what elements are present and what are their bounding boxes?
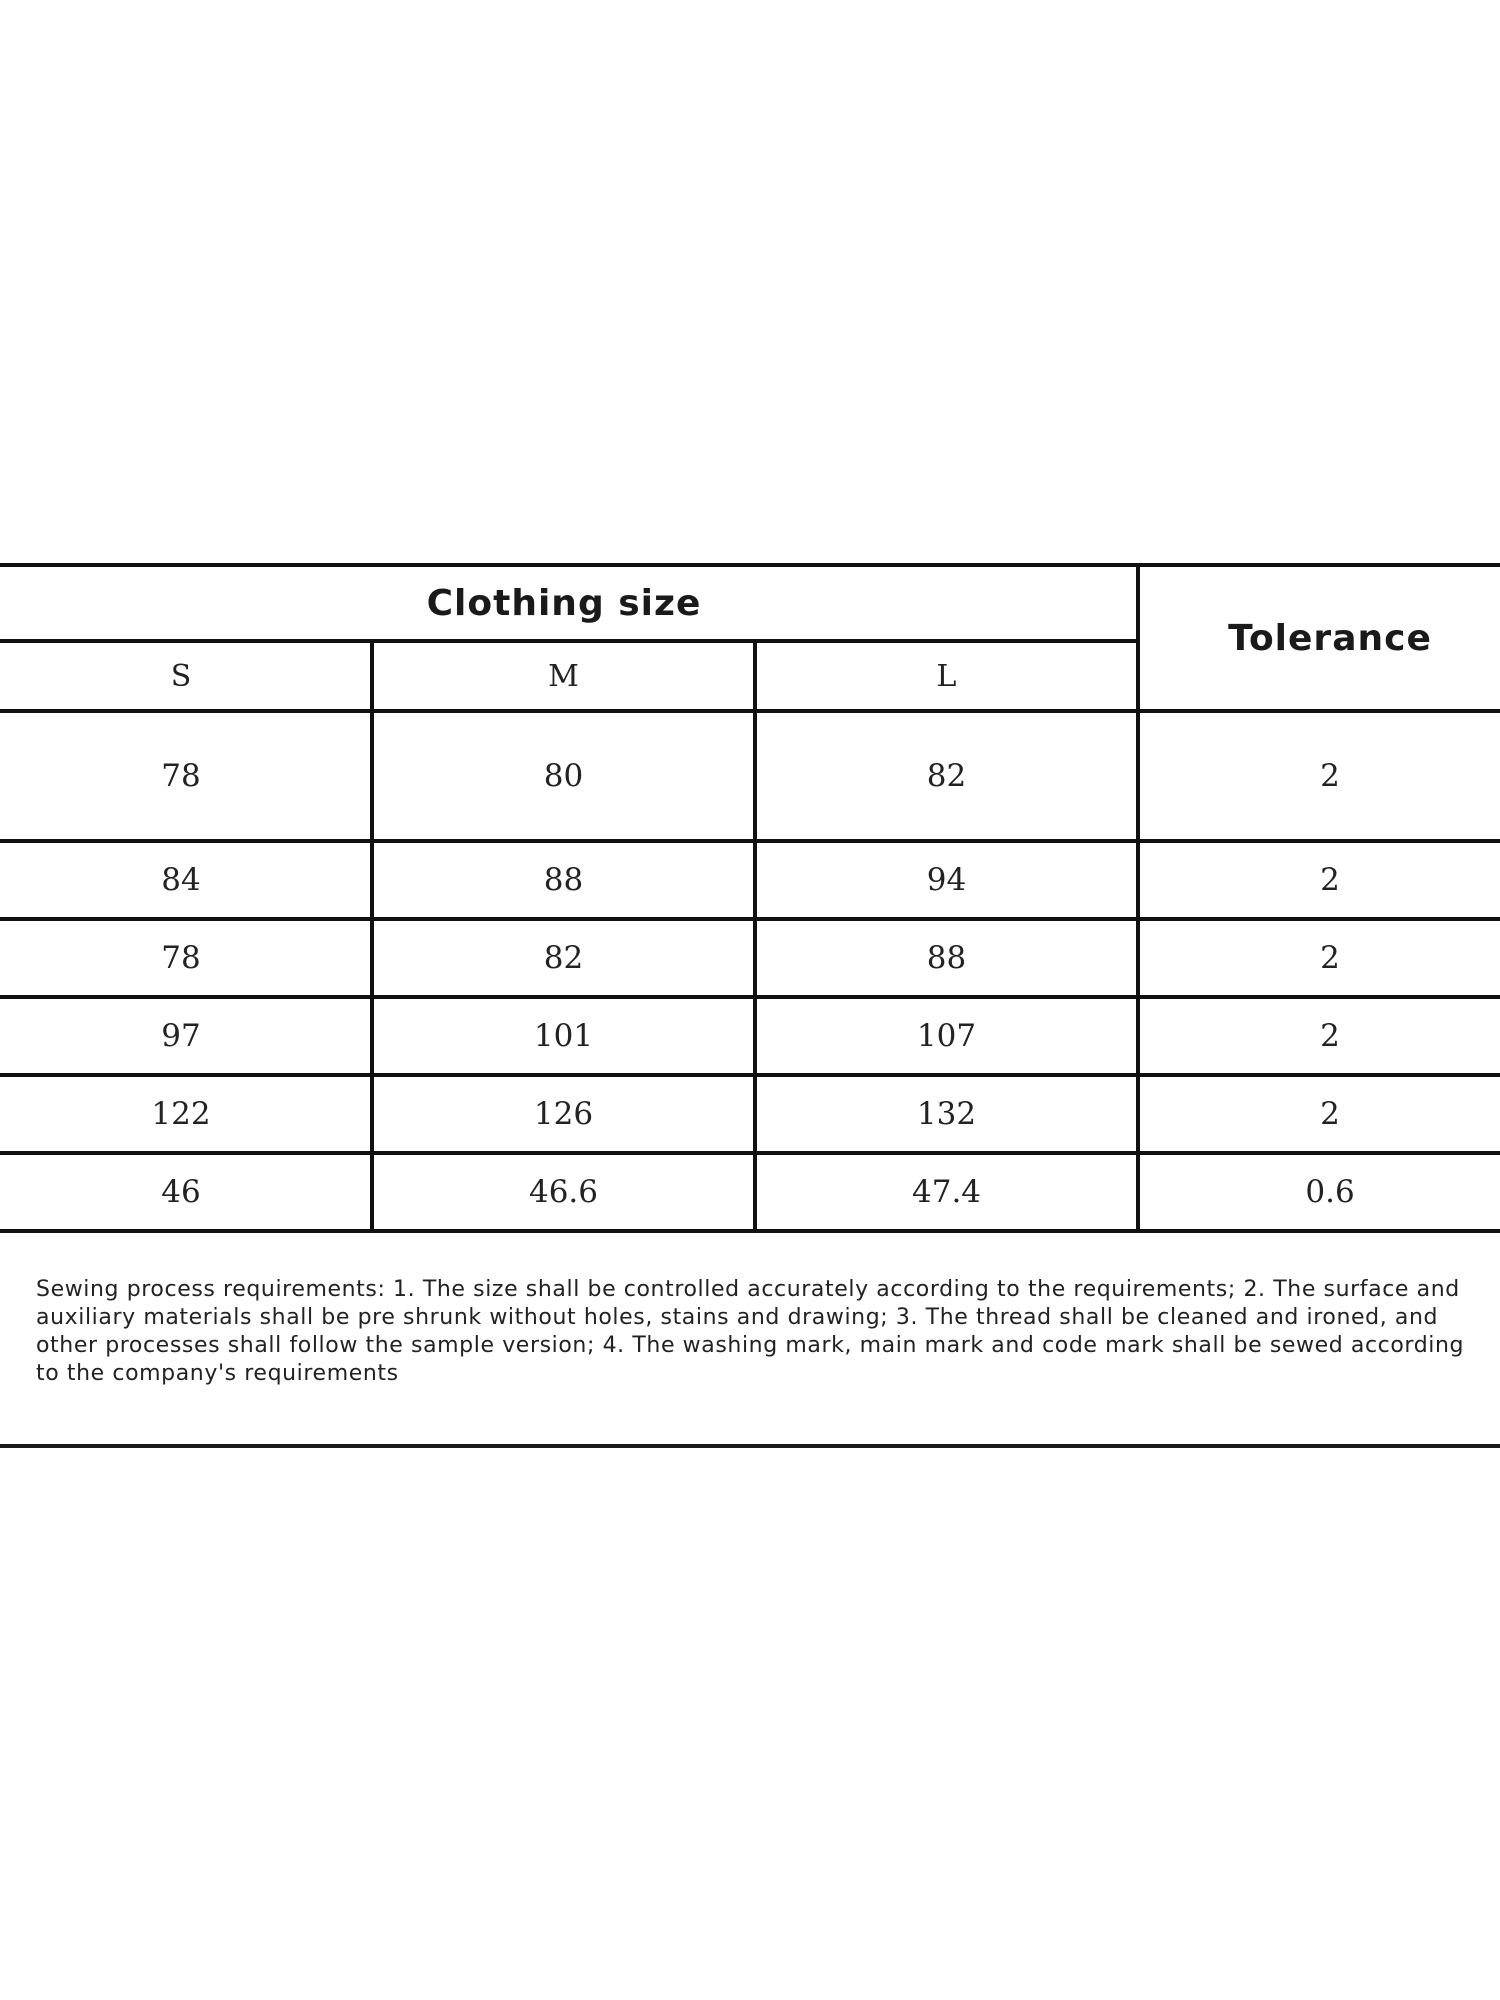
cell-s: 78 xyxy=(0,711,372,841)
cell-m: 80 xyxy=(372,711,755,841)
cell-tolerance: 0.6 xyxy=(1138,1153,1500,1231)
cell-tolerance: 2 xyxy=(1138,1075,1500,1153)
cell-s: 46 xyxy=(0,1153,372,1231)
cell-m: 101 xyxy=(372,997,755,1075)
size-m-header: M xyxy=(372,641,755,711)
size-l-header: L xyxy=(755,641,1138,711)
cell-s: 84 xyxy=(0,841,372,919)
cell-l: 107 xyxy=(755,997,1138,1075)
cell-m: 88 xyxy=(372,841,755,919)
size-s-header: S xyxy=(0,641,372,711)
cell-tolerance: 2 xyxy=(1138,711,1500,841)
cell-l: 132 xyxy=(755,1075,1138,1153)
cell-m: 82 xyxy=(372,919,755,997)
cell-l: 88 xyxy=(755,919,1138,997)
cell-s: 78 xyxy=(0,919,372,997)
bottom-divider xyxy=(0,1444,1500,1448)
table-row xyxy=(0,711,1500,841)
cell-l: 47.4 xyxy=(755,1153,1138,1231)
table-row xyxy=(0,1075,1500,1153)
table-row xyxy=(0,997,1500,1075)
cell-l: 94 xyxy=(755,841,1138,919)
tolerance-header: Tolerance xyxy=(1138,565,1500,711)
clothing-size-header: Clothing size xyxy=(0,565,1138,641)
table-row xyxy=(0,1153,1500,1231)
cell-s: 97 xyxy=(0,997,372,1075)
cell-m: 126 xyxy=(372,1075,755,1153)
cell-tolerance: 2 xyxy=(1138,997,1500,1075)
cell-s: 122 xyxy=(0,1075,372,1153)
cell-l: 82 xyxy=(755,711,1138,841)
cell-m: 46.6 xyxy=(372,1153,755,1231)
table-row xyxy=(0,919,1500,997)
size-table xyxy=(0,563,1500,1233)
cell-tolerance: 2 xyxy=(1138,919,1500,997)
table-header-row xyxy=(0,565,1500,641)
sewing-requirements-note: Sewing process requirements: 1. The size shall be controlled accurately according to the requirements; 2. The surface and auxiliary materials shall be pre shrunk without holes, stains and drawing; 3. The thread shall be cleaned and ironed, and other processes shall follow the sample version; 4. The washing mark, main mark and code mark shall be sewed according to the company's requirements xyxy=(36,1277,1465,1386)
cell-tolerance: 2 xyxy=(1138,841,1500,919)
table-row xyxy=(0,841,1500,919)
